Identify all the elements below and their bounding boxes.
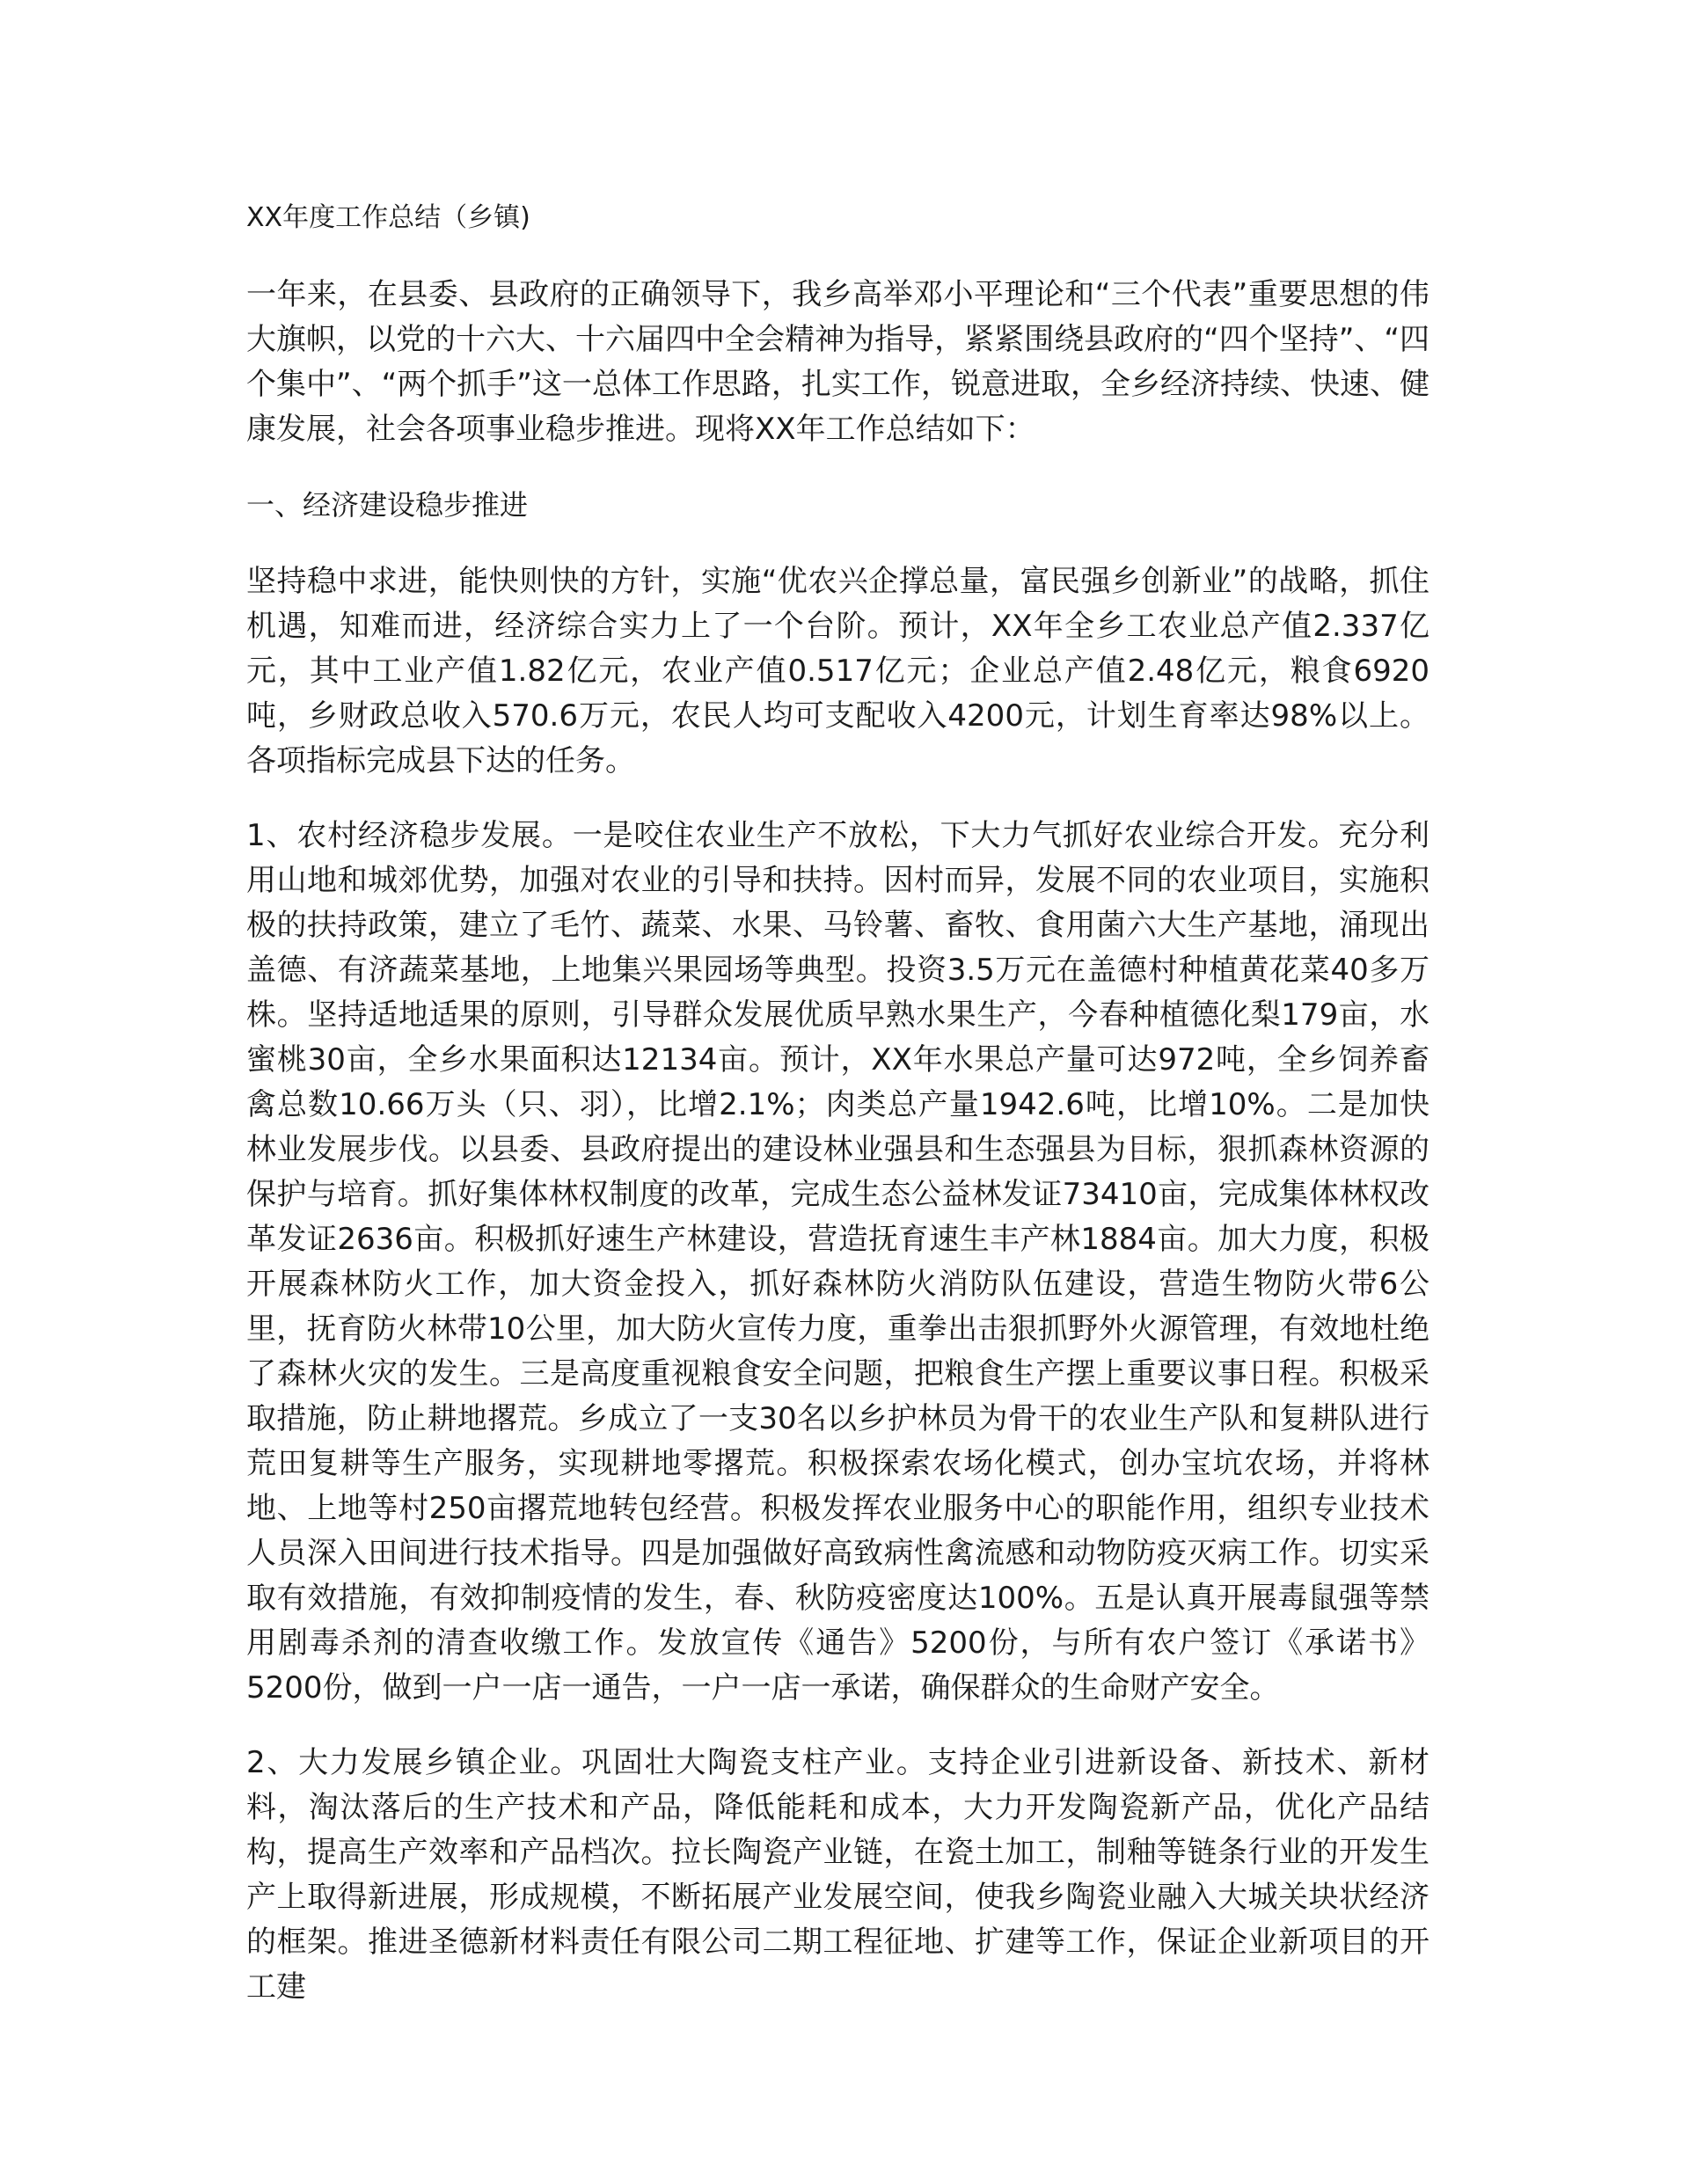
intro-paragraph: 一年来，在县委、县政府的正确领导下，我乡高举邓小平理论和“三个代表”重要思想的伟大旗帜，以党的十六大、十六届四中全会精神为指导，紧紧围绕县政府的“四个坚持”、“四个集中”、“两个抓手”这一总体工作思路，扎实工作，锐意进取，全乡经济持续、快速、健康发展，社会各项事业稳步推进。现将XX年工作总结如下：	[246, 277, 1429, 447]
item-1-paragraph: 1、农村经济稳步发展。一是咬住农业生产不放松，下大力气抓好农业综合开发。充分利用山地和城郊优势，加强对农业的引导和扶持。因村而异，发展不同的农业项目，实施积极的扶持政策，建立了毛竹、蔬菜、水果、马铃薯、畜牧、食用菌六大生产基地，涌现出盖德、有济蔬菜基地，上地集兴果园场等典型。投资3.5万元在盖德村种植黄花菜40多万株。坚持适地适果的原则，引导群众发展优质早熟水果生产，今春种植德化梨179亩，水蜜桃30亩，全乡水果面积达12134亩。预计，XX年水果总产量可达972吨，全乡饲养畜禽总数10.66万头（只、羽），比增2.1%；肉类总产量1942.6吨，比增10%。二是加快林业发展步伐。以县委、县政府提出的建设林业强县和生态强县为目标，狠抓森林资源的保护与培育。抓好集体林权制度的改革，完成生态公益林发证73410亩，完成集体林权改革发证2636亩。积极抓好速生产林建设，营造抚育速生丰产林1884亩。加大力度，积极开展森林防火工作，加大资金投入，抓好森林防火消防队伍建设，营造生物防火带6公里，抚育防火林带10公里，加大防火宣传力度，重拳出击狠抓野外火源管理，有效地杜绝了森林火灾的发生。三是高度重视粮食安全问题，把粮食生产摆上重要议事日程。积极采取措施，防止耕地撂荒。乡成立了一支30名以乡护林员为骨干的农业生产队和复耕队进行荒田复耕等生产服务，实现耕地零撂荒。积极探索农场化模式，创办宝坑农场，并将林地、上地等村250亩撂荒地转包经营。积极发挥农业服务中心的职能作用，组织专业技术人员深入田间进行技术指导。四是加强做好高致病性禽流感和动物防疫灭病工作。切实采取有效措施，有效抑制疫情的发生，春、秋防疫密度达100%。五是认真开展毒鼠强等禁用剧毒杀剂的清查收缴工作。发放宣传《通告》5200份，与所有农户签订《承诺书》5200份，做到一户一店一通告，一户一店一承诺，确保群众的生命财产安全。	[246, 818, 1429, 1706]
document-page	[246, 195, 1429, 2040]
section-heading: 一、经济建设稳步推进	[246, 488, 529, 522]
item-2-paragraph: 2、大力发展乡镇企业。巩固壮大陶瓷支柱产业。支持企业引进新设备、新技术、新材料，淘汰落后的生产技术和产品，降低能耗和成本，大力开发陶瓷新产品，优化产品结构，提高生产效率和产品档次。拉长陶瓷产业链，在瓷土加工，制釉等链条行业的开发生产上取得新进展，形成规模，不断拓展产业发展空间，使我乡陶瓷业融入大城关块状经济的框架。推进圣德新材料责任有限公司二期工程征地、扩建等工作，保证企业新项目的开工建	[246, 1745, 1429, 2005]
section-body-paragraph: 坚持稳中求进，能快则快的方针，实施“优农兴企撑总量，富民强乡创新业”的战略，抓住机遇，知难而进，经济综合实力上了一个台阶。预计，XX年全乡工农业总产值2.337亿元，其中工业产值1.82亿元，农业产值0.517亿元；企业总产值2.48亿元，粮食6920吨，乡财政总收入570.6万元，农民人均可支配收入4200元，计划生育率达98%以上。各项指标完成县下达的任务。	[246, 564, 1429, 778]
document-title: XX年度工作总结（乡镇)	[246, 202, 530, 233]
